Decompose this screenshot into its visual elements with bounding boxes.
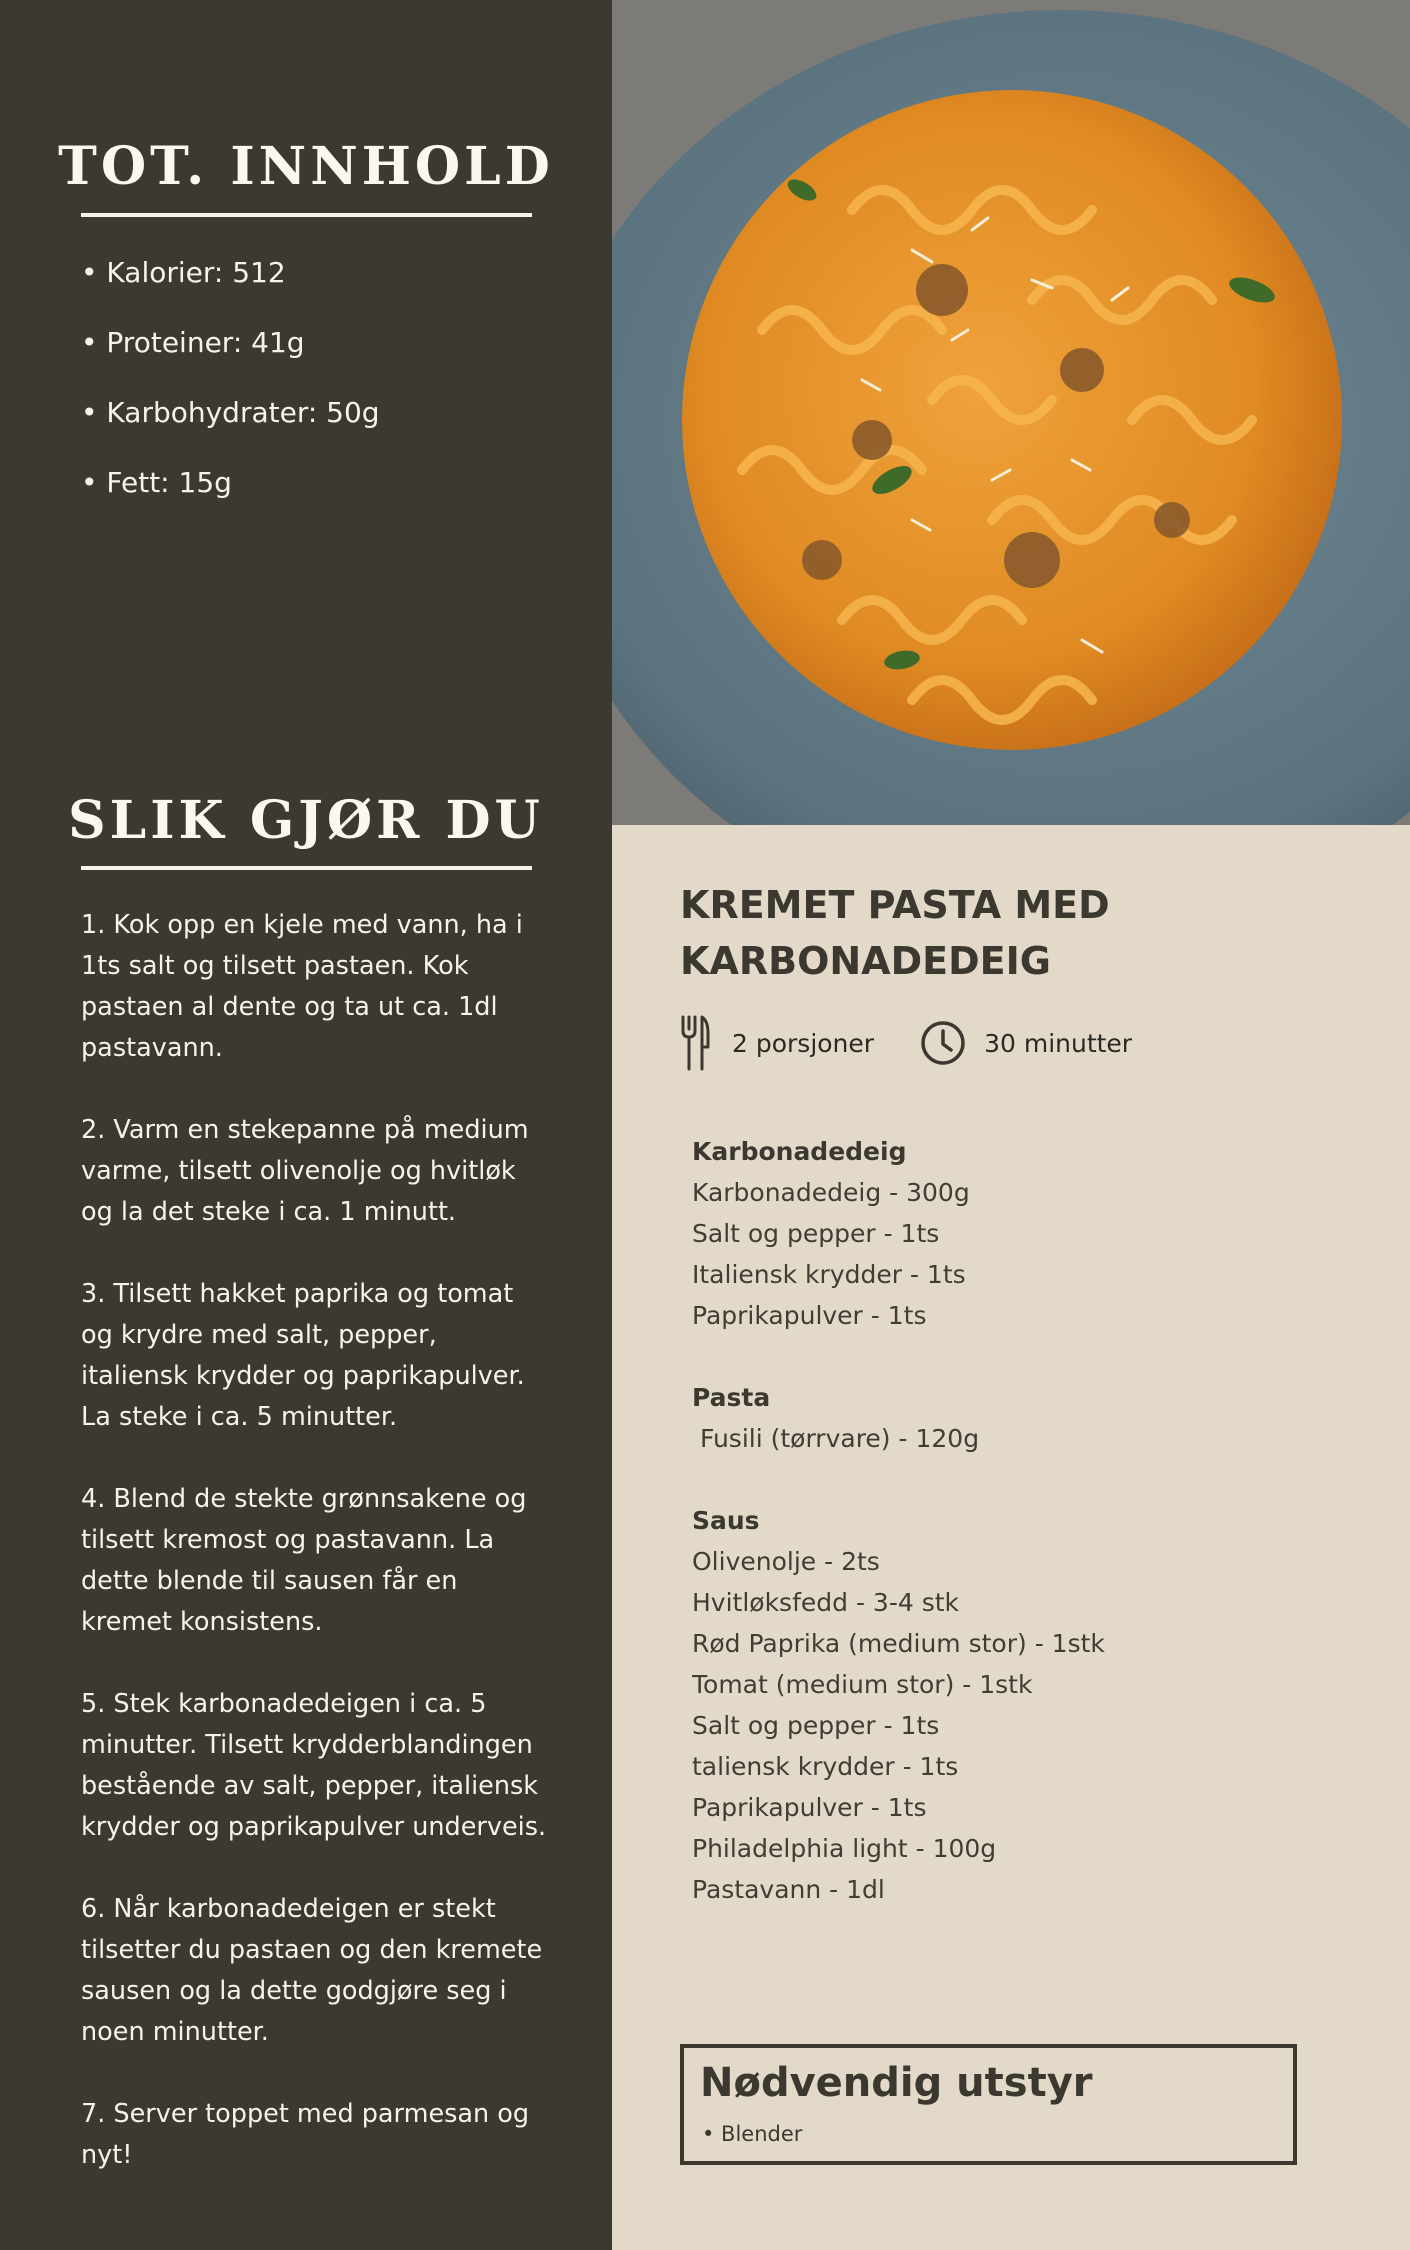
nutrition-item-fat: • Fett: 15g (81, 466, 232, 499)
nutrition-divider (81, 213, 532, 217)
instruction-step: 3. Tilsett hakket paprika og tomat og krydre med salt, pepper, italiensk krydder og paprikapulver. La steke i ca. 5 minutter. (81, 1279, 525, 1432)
instructions-divider (81, 866, 532, 870)
clock-icon (920, 1020, 966, 1066)
cook-time (920, 1020, 1132, 1066)
ingredient-item: Karbonadedeig - 300g (692, 1178, 970, 1207)
instruction-step: 5. Stek karbonadedeigen i ca. 5 minutter. Tilsett krydderblandingen bestående av salt, pepper, italiensk krydder og paprikapulver underveis. (81, 1689, 547, 1842)
ingredient-item: Salt og pepper - 1ts (692, 1219, 940, 1248)
instruction-step: 7. Server toppet med parmesan og nyt! (81, 2099, 530, 2170)
nutrition-item-carbs: • Karbohydrater: 50g (81, 396, 380, 429)
pasta-dish-illustration (612, 0, 1410, 825)
equipment-title: Nødvendig utstyr (700, 2060, 1093, 2106)
ingredient-item: Paprikapulver - 1ts (692, 1301, 927, 1330)
left-panel (0, 0, 612, 2250)
equipment-box (680, 2044, 1297, 2165)
ingredient-group-heading: Saus (692, 1506, 760, 1535)
ingredient-item: taliensk krydder - 1ts (692, 1752, 959, 1781)
servings (680, 1014, 874, 1072)
ingredient-item: Rød Paprika (medium stor) - 1stk (692, 1629, 1105, 1658)
ingredient-item: Paprikapulver - 1ts (692, 1793, 927, 1822)
instructions-steps (81, 905, 551, 2217)
instruction-step: 2. Varm en stekepanne på medium varme, tilsett olivenolje og hvitløk og la det steke i ca. 1 minutt. (81, 1115, 529, 1227)
recipe-title-line-1: KREMET PASTA MED (680, 883, 1110, 927)
recipe-title-line-2: KARBONADEDEIG (680, 939, 1051, 983)
cook-time-label: 30 minutter (984, 1028, 1133, 1058)
fork-knife-icon (680, 1014, 710, 1072)
ingredient-item: Fusili (tørrvare) - 120g (692, 1424, 980, 1453)
ingredient-group-heading: Karbonadedeig (692, 1137, 907, 1166)
instruction-step: 4. Blend de stekte grønnsakene og tilsett kremost og pastavann. La dette blende til sausen får en kremet konsistens. (81, 1484, 527, 1637)
instruction-step: 1. Kok opp en kjele med vann, ha i 1ts salt og tilsett pastaen. Kok pastaen al dente og ta ut ca. 1dl pastavann. (81, 910, 523, 1063)
ingredient-group-saus (692, 1500, 1342, 1910)
instruction-step: 6. Når karbonadedeigen er stekt tilsetter du pastaen og den kremete sausen og la dette godgjøre seg i noen minutter. (81, 1894, 543, 2047)
ingredient-item: Tomat (medium stor) - 1stk (692, 1670, 1033, 1699)
servings-label: 2 porsjoner (732, 1028, 875, 1058)
instructions-title: SLIK GJØR DU (68, 790, 544, 851)
nutrition-title: TOT. INNHOLD (58, 136, 554, 197)
ingredient-item: Pastavann - 1dl (692, 1875, 885, 1904)
ingredient-item: Italiensk krydder - 1ts (692, 1260, 966, 1289)
recipe-title (680, 877, 1340, 989)
equipment-item: • Blender (702, 2122, 803, 2146)
recipe-meta (680, 1013, 1132, 1073)
ingredients-list (692, 1131, 1342, 1951)
nutrition-item-calories: • Kalorier: 512 (81, 256, 286, 289)
ingredient-group-pasta (692, 1377, 1342, 1459)
nutrition-list (81, 256, 380, 536)
right-panel (612, 825, 1410, 2250)
ingredient-group-heading: Pasta (692, 1383, 771, 1412)
ingredient-group-karbonadedeig (692, 1131, 1342, 1336)
ingredient-item: Salt og pepper - 1ts (692, 1711, 940, 1740)
ingredient-item: Philadelphia light - 100g (692, 1834, 997, 1863)
nutrition-item-protein: • Proteiner: 41g (81, 326, 305, 359)
ingredient-item: Hvitløksfedd - 3-4 stk (692, 1588, 960, 1617)
pasta-photo (612, 0, 1410, 825)
ingredient-item: Olivenolje - 2ts (692, 1547, 880, 1576)
